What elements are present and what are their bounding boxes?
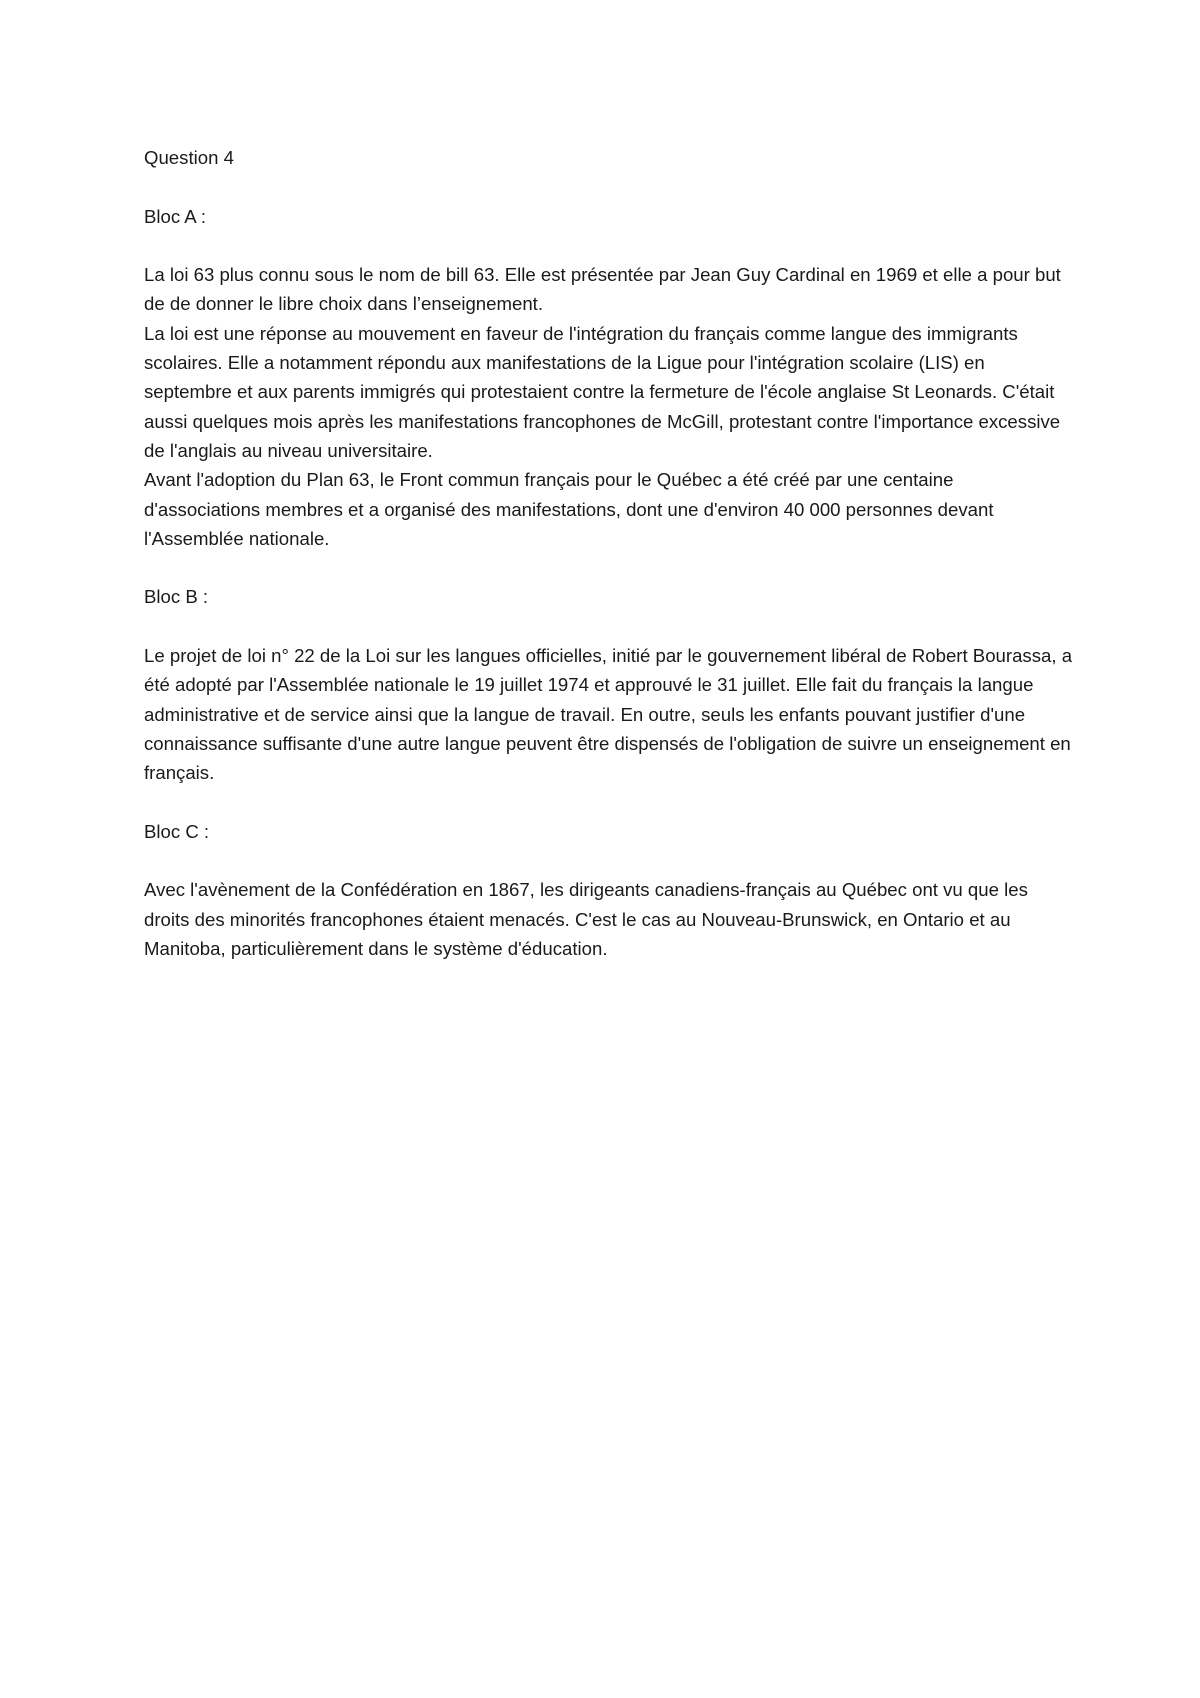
document-body (144, 143, 1074, 963)
spacer (144, 172, 1074, 201)
bloc-a-paragraph-3: Avant l'adoption du Plan 63, le Front commun français pour le Québec a été créé par une centaine d'associations membres et a organisé des manifestations, dont une d'environ 40 000 personnes devant l'Assemblée nationale. (144, 469, 994, 549)
section-heading-bloc-b: Bloc B : (144, 586, 209, 608)
section-heading-bloc-a: Bloc A : (144, 205, 207, 227)
question-title: Question 4 (144, 147, 234, 168)
spacer (144, 612, 1074, 641)
section-heading-bloc-c: Bloc C : (144, 820, 210, 842)
bloc-c-paragraph-1: Avec l'avènement de la Confédération en 1867, les dirigeants canadiens-français au Québec ont vu que les droits des minorités francophones étaient menacés. C'est le cas au Nouveau-Brunswick, en Ontario et au Manitoba, particulièrement dans le système d'éducation. (144, 879, 1028, 960)
bloc-a-paragraph-2: La loi est une réponse au mouvement en faveur de l'intégration du français comme langue des immigrants scolaires. Elle a notamment répondu aux manifestations de la Ligue pour l'intégration scolaire (LIS) en septembre et aux parents immigrés qui protestaient contre la fermeture de l'école anglaise St Leonards. C'était aussi quelques mois après les manifestations francophones de McGill, protestant contre l'importance excessive de l'anglais au niveau universitaire. (144, 322, 1061, 461)
bloc-a-paragraph-1: La loi 63 plus connu sous le nom de bill 63. Elle est présentée par Jean Guy Cardinal en 1969 et elle a pour but de de donner le libre choix dans l’enseignement. (144, 264, 1061, 315)
spacer (144, 553, 1074, 582)
spacer (144, 231, 1074, 260)
bloc-b-paragraph-1: Le projet de loi n° 22 de la Loi sur les langues officielles, initié par le gouvernement libéral de Robert Bourassa, a été adopté par l'Assemblée nationale le 19 juillet 1974 et approuvé le 31 juillet. Elle fait du français la langue administrative et de service ainsi que la langue de travail. En outre, seuls les enfants pouvant justifier d'une connaissance suffisante d'une autre langue peuvent être dispensés de l'obligation de suivre un enseignement en français. (144, 645, 1073, 784)
spacer (144, 788, 1074, 817)
spacer (144, 846, 1074, 875)
